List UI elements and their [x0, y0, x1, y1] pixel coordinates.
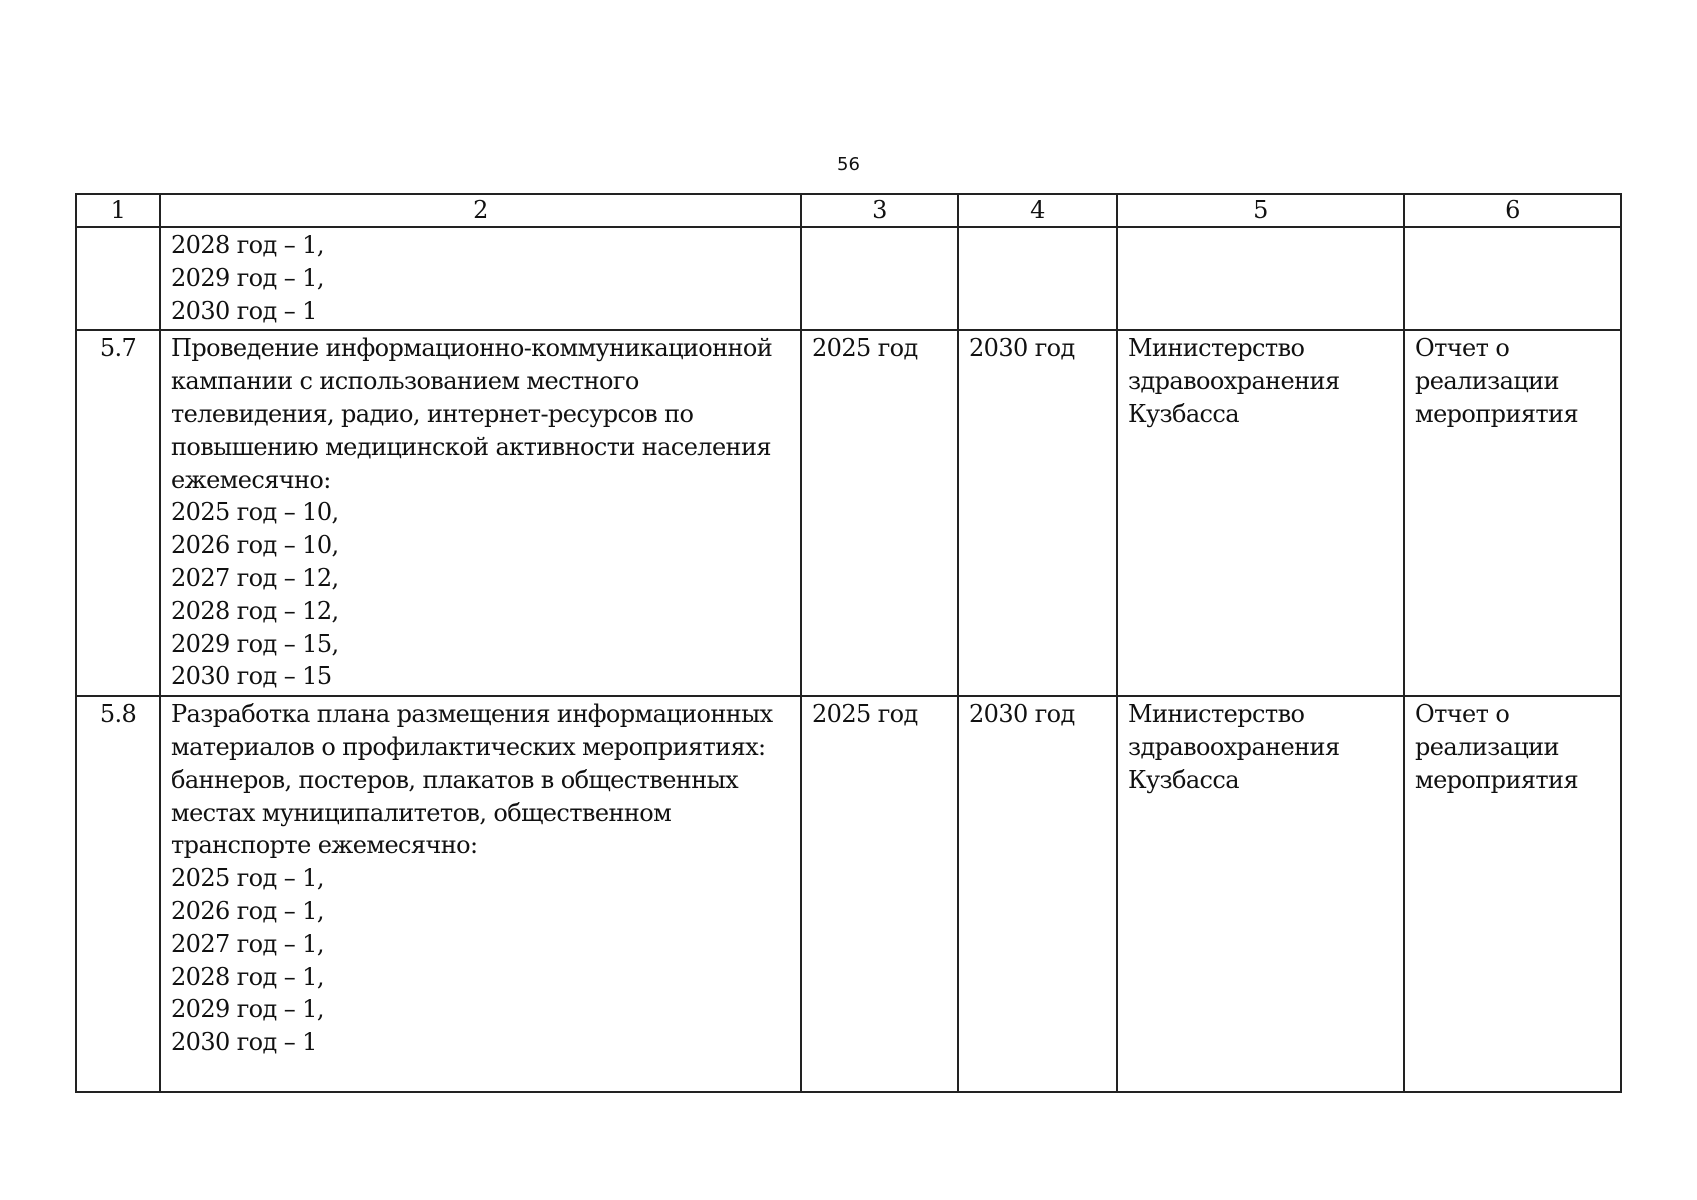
row-number-cell [76, 227, 160, 330]
description-cell [160, 330, 801, 696]
row-number-cell: 5.8 [76, 696, 160, 1092]
result-line: Отчет о [1415, 334, 1510, 363]
description-line: 2026 год – 1, [171, 896, 324, 925]
description-cell [160, 696, 801, 1092]
column-header: 2 [160, 194, 801, 227]
result-line: мероприятия [1415, 399, 1578, 428]
description-line: 2030 год – 1 [171, 296, 317, 325]
column-header: 1 [76, 194, 160, 227]
description-line: материалов о профилактических мероприятиях: [171, 732, 766, 761]
description-cell [160, 227, 801, 330]
description-line: 2029 год – 15, [171, 629, 339, 658]
result-cell [1404, 330, 1621, 696]
responsible-line: Кузбасса [1128, 765, 1239, 794]
column-header: 5 [1117, 194, 1404, 227]
result-line: Отчет о [1415, 700, 1510, 729]
description-line: 2027 год – 1, [171, 929, 324, 958]
description-line: ежемесячно: [171, 465, 331, 494]
description-line: 2029 год – 1, [171, 995, 324, 1024]
responsible-line: здравоохранения [1128, 732, 1340, 761]
description-line: 2030 год – 1 [171, 1028, 317, 1057]
responsible-line: здравоохранения [1128, 367, 1340, 396]
description-line: 2025 год – 10, [171, 498, 339, 527]
measures-table [75, 193, 1622, 1093]
description-line: баннеров, постеров, плакатов в общественных [171, 765, 739, 794]
table-row [76, 227, 1621, 330]
description-line: Проведение информационно-коммуникационной [171, 334, 773, 363]
responsible-cell [1117, 696, 1404, 1092]
column-header: 4 [958, 194, 1117, 227]
column-header: 3 [801, 194, 958, 227]
responsible-cell [1117, 330, 1404, 696]
result-line: реализации [1415, 732, 1559, 761]
column-header: 6 [1404, 194, 1621, 227]
description-line: местах муниципалитетов, общественном [171, 798, 672, 827]
start-cell: 2025 год [801, 696, 958, 1092]
table-row [76, 696, 1621, 1092]
description-line: 2025 год – 1, [171, 864, 324, 893]
description-line: 2029 год – 1, [171, 263, 324, 292]
description-line: 2027 год – 12, [171, 563, 339, 592]
description-line: транспорте ежемесячно: [171, 831, 478, 860]
result-line: мероприятия [1415, 765, 1578, 794]
start-cell: 2025 год [801, 330, 958, 696]
description-line: 2030 год – 15 [171, 662, 332, 691]
responsible-line: Кузбасса [1128, 399, 1239, 428]
table-row [76, 330, 1621, 696]
responsible-line: Министерство [1128, 700, 1305, 729]
description-line: повышению медицинской активности населения [171, 432, 771, 461]
result-cell [1404, 696, 1621, 1092]
result-line: реализации [1415, 367, 1559, 396]
end-cell: 2030 год [958, 330, 1117, 696]
description-line: телевидения, радио, интернет-ресурсов по [171, 399, 694, 428]
description-line: кампании с использованием местного [171, 367, 639, 396]
description-line: 2028 год – 12, [171, 596, 339, 625]
start-cell [801, 227, 958, 330]
description-line: 2028 год – 1, [171, 231, 324, 259]
responsible-cell [1117, 227, 1404, 330]
page-number: 56 [837, 154, 860, 175]
responsible-line: Министерство [1128, 334, 1305, 363]
end-cell [958, 227, 1117, 330]
result-cell [1404, 227, 1621, 330]
description-line: 2026 год – 10, [171, 531, 339, 560]
row-number-cell: 5.7 [76, 330, 160, 696]
description-line: 2028 год – 1, [171, 962, 324, 991]
table-header-row [76, 194, 1621, 227]
end-cell: 2030 год [958, 696, 1117, 1092]
description-line: Разработка плана размещения информационных [171, 700, 773, 729]
